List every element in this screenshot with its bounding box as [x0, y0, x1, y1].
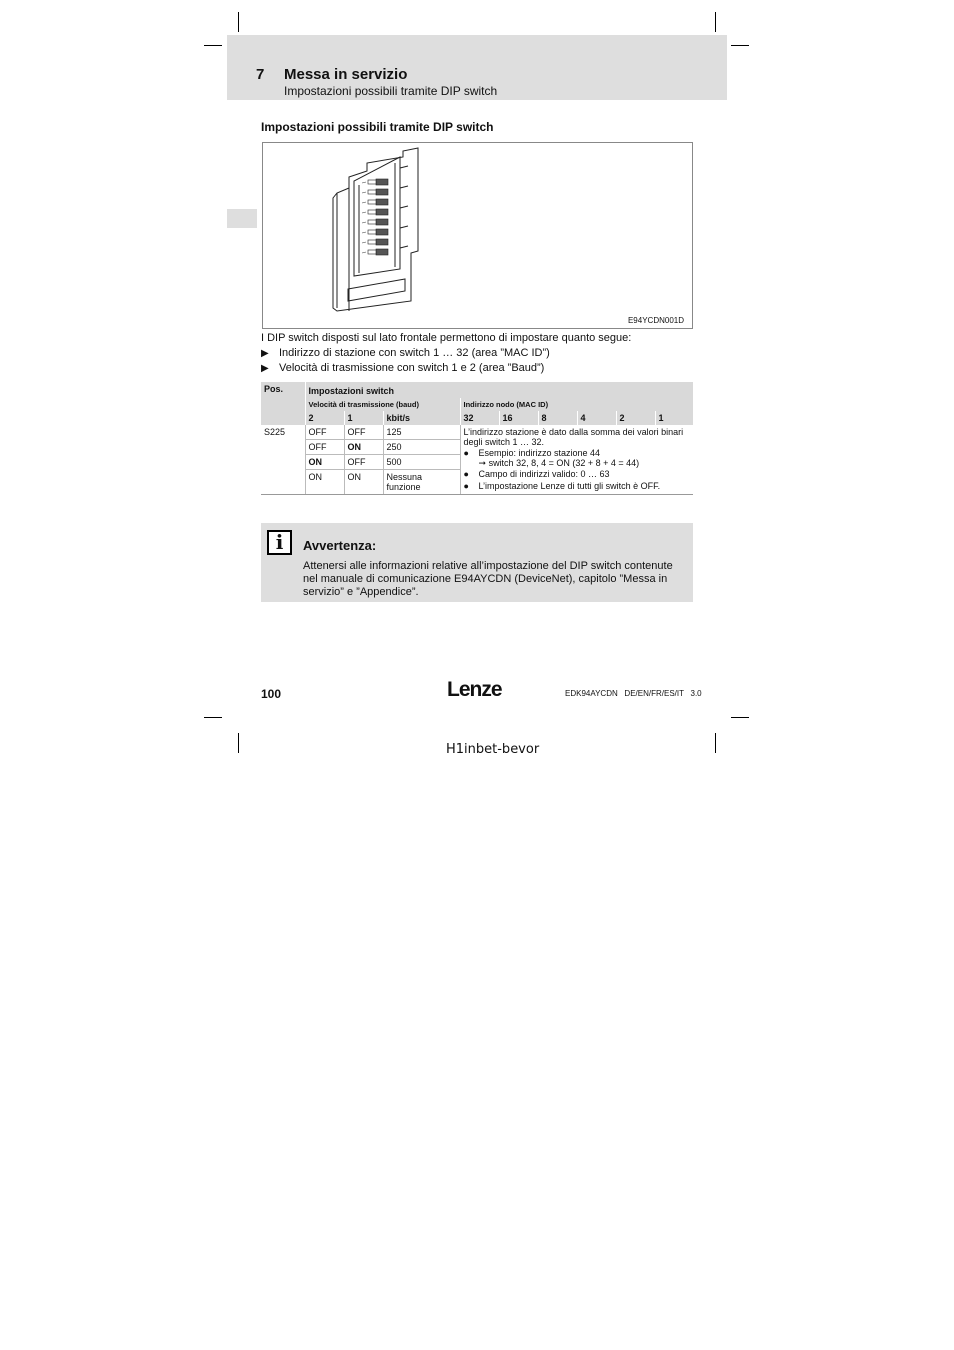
- header-mac-32: 32: [460, 411, 499, 425]
- bullet-dot-icon: ●: [463, 448, 469, 458]
- note-box: [261, 523, 693, 602]
- lenze-logo: Lenze: [447, 678, 502, 701]
- pos-cell: S225: [261, 425, 305, 495]
- note-title: Avvertenza:: [303, 538, 377, 553]
- cell-s2: OFF: [305, 440, 344, 455]
- crop-mark: [731, 45, 749, 46]
- cell-s1: OFF: [344, 425, 383, 440]
- header-mac-16: 16: [499, 411, 538, 425]
- figure-code: E94YCDN001D: [627, 316, 684, 325]
- crop-mark: [731, 717, 749, 718]
- cell-s1: ON: [344, 470, 383, 495]
- page-number: 100: [261, 687, 282, 701]
- chapter-number: 7: [256, 66, 265, 83]
- dip-switch-figure: [262, 142, 693, 329]
- crop-mark: [715, 12, 716, 32]
- cell-rate: 250: [383, 440, 460, 455]
- header-baud-1: 1: [344, 411, 383, 425]
- header-mac-8: 8: [538, 411, 577, 425]
- header-baud-group: Velocità di trasmissione (baud): [305, 398, 460, 411]
- cell-s1: ON: [344, 440, 383, 455]
- cell-rate: 500: [383, 455, 460, 470]
- dip-switch-table: [261, 382, 693, 495]
- header-settings: Impostazioni switch: [305, 382, 693, 398]
- crop-mark: [238, 12, 239, 32]
- intro-text: I DIP switch disposti sul lato frontale permettono di impostare quanto segue:: [261, 332, 632, 344]
- triangle-bullet-icon: ▶: [261, 363, 269, 374]
- header-pos: Pos.: [261, 382, 305, 425]
- bullet-dot-icon: ●: [463, 481, 469, 491]
- list-item: [464, 448, 691, 458]
- mac-description: [460, 425, 693, 495]
- list-item: [464, 481, 691, 491]
- list-item-text: Esempio: indirizzo stazione 44: [478, 448, 601, 458]
- list-item-text: Velocità di trasmissione con switch 1 e 2 (area ”Baud”): [279, 362, 545, 374]
- cell-s2: ON: [305, 455, 344, 470]
- triangle-bullet-icon: ▶: [261, 348, 269, 359]
- list-item-text: Indirizzo di stazione con switch 1 … 32 (area ”MAC ID”): [279, 347, 550, 359]
- header-mac-group: Indirizzo nodo (MAC ID): [460, 398, 693, 411]
- cell-rate: 125: [383, 425, 460, 440]
- example-line: [464, 458, 691, 468]
- header-mac-4: 4: [577, 411, 616, 425]
- crop-mark: [204, 717, 222, 718]
- note-text: Attenersi alle informazioni relative all’impostazione del DIP switch contenute nel manuale di comunicazione E94AYCDN (DeviceNet), capitolo ”Messa in servizio” e ”Appendice”.: [303, 560, 673, 598]
- info-icon: i: [267, 530, 292, 555]
- header-mac-2: 2: [616, 411, 655, 425]
- arrow-right-icon: ➞: [478, 458, 487, 468]
- document-code: EDK94AYCDN DE/EN/FR/ES/IT 3.0: [565, 689, 702, 698]
- header-baud-2: 2: [305, 411, 344, 425]
- crop-mark: [204, 45, 222, 46]
- header-mac-1: 1: [655, 411, 693, 425]
- cell-s1: OFF: [344, 455, 383, 470]
- side-tab-marker: [227, 209, 257, 228]
- list-item: [261, 362, 544, 374]
- crop-mark: [238, 733, 239, 753]
- file-name: H1inbet-bevor: [446, 742, 540, 757]
- list-item-text: Campo di indirizzi valido: 0 … 63: [478, 469, 610, 479]
- chapter-title: Messa in servizio: [284, 66, 408, 83]
- list-item: [261, 347, 550, 359]
- chapter-subtitle: Impostazioni possibili tramite DIP switch: [284, 84, 498, 98]
- bullet-dot-icon: ●: [463, 469, 469, 479]
- section-heading: Impostazioni possibili tramite DIP switch: [261, 120, 494, 134]
- example-text: switch 32, 8, 4 = ON (32 + 8 + 4 = 44): [488, 458, 640, 468]
- cell-rate: Nessuna funzione: [383, 470, 460, 495]
- header-kbit: kbit/s: [383, 411, 460, 425]
- list-item-text: L’impostazione Lenze di tutti gli switch è OFF.: [478, 481, 661, 491]
- list-item: [464, 469, 691, 479]
- cell-s2: ON: [305, 470, 344, 495]
- table-row: [261, 425, 693, 440]
- mac-text: L’indirizzo stazione è dato dalla somma dei valori binari degli switch 1 … 32.: [463, 427, 684, 447]
- cell-s2: OFF: [305, 425, 344, 440]
- crop-mark: [715, 733, 716, 753]
- dip-switch-illustration: [263, 143, 694, 330]
